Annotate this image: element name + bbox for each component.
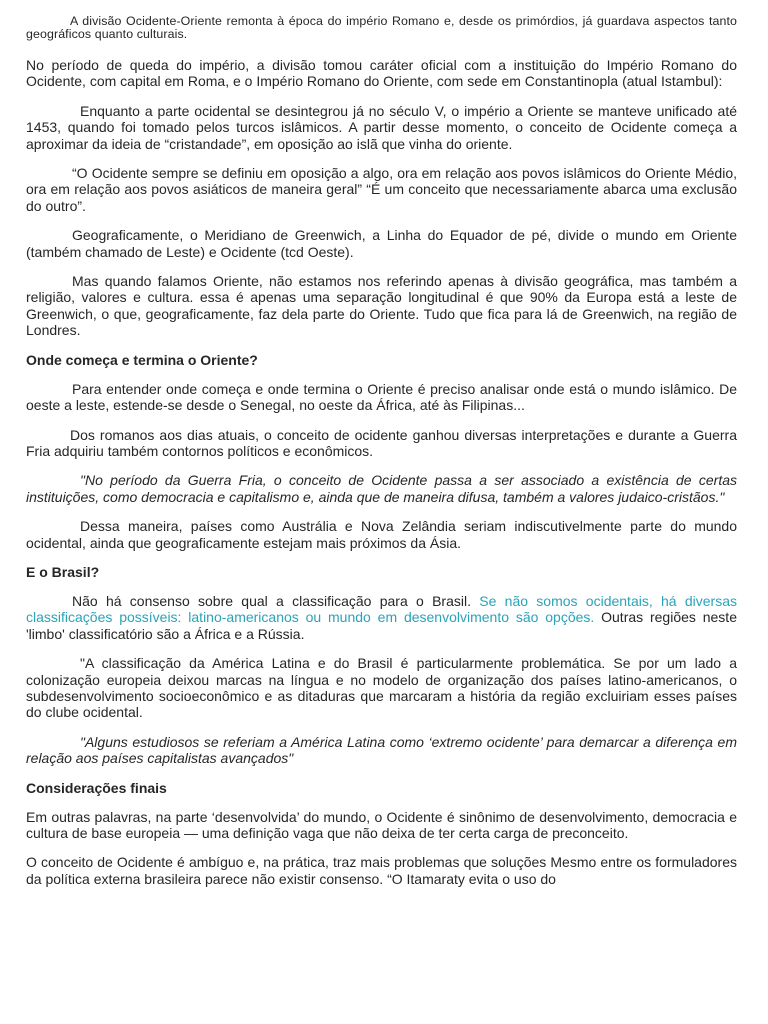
paragraph-west-opposition-quote: “O Ocidente sempre se definiu em oposição a algo, ora em relação aos povos islâmicos do Oriente Médio, ora em relação aos povos asiáticos de maneira geral” “É um conceito que necessariamente abarca uma exclusão do outro”. (26, 165, 737, 214)
paragraph-australia: Dessa maneira, países como Austrália e Nova Zelândia seriam indiscutivelmente parte do mundo ocidental, ainda que geograficamente estejam mais próximos da Ásia. (26, 518, 737, 551)
paragraph-western-empire: Enquanto a parte ocidental se desintegrou já no século V, o império a Oriente se manteve unificado até 1453, quando foi tomado pelos turcos islâmicos. A partir desse momento, o conceito de Ocidente começa a aproximar da ideia de “cristandade”, em oposição ao islã que vinha do oriente. (26, 102, 737, 152)
classification-link[interactable]: Se não somos ocidentais, há diversas classificações possíveis: latino-americanos ou mundo em desenvolvimento são opções. (26, 592, 737, 626)
paragraph-latin-america: "A classificação da América Latina e do Brasil é particularmente problemática. Se por um lado a colonização europeia deixou marcas na língua e no modelo de organização dos países latino-americanos, o subdesenvolvimento socioeconômico e as ditaduras que marcaram a história da região excluiriam esses países do clube ocidental. (26, 655, 737, 721)
paragraph-greenwich: Geograficamente, o Meridiano de Greenwich, a Linha do Equador de pé, divide o mundo em Oriente (também chamado de Leste) e Ocidente (tcd Oeste). (26, 227, 737, 260)
heading-where-orient: Onde começa e termina o Oriente? (26, 351, 258, 368)
paragraph-developed-world: Em outras palavras, na parte ‘desenvolvida’ do mundo, o Ocidente é sinônimo de desenvolvimento, democracia e cultura de base europeia — uma definição vaga que não deixa de ter certa carga de preconceito. (26, 808, 737, 841)
paragraph-ambiguous-concept: O conceito de Ocidente é ambíguo e, na prática, traz mais problemas que soluções Mesmo entre os formuladores da política externa brasileira parece não existir consenso. “O Itamaraty evita o uso do (26, 854, 737, 887)
paragraph-cold-war-quote: "No período da Guerra Fria, o conceito de Ocidente passa a ser associado a existência de certas instituições, como democracia e capitalismo e, ainda que de maneira difusa, também a valores judaico-cristãos." (26, 472, 737, 505)
paragraph-extreme-west-quote: "Alguns estudiosos se referiam a América Latina como ‘extremo ocidente’ para demarcar a diferença em relação aos países capitalistas avançados" (26, 733, 737, 767)
heading-brazil: E o Brasil? (26, 563, 100, 580)
brazil-text-end: Outras regiões neste 'limbo' classificatório são a África e a Rússia. (26, 609, 737, 642)
paragraph-orient-meaning: Mas quando falamos Oriente, não estamos nos referindo apenas à divisão geográfica, mas também a religião, valores e cultura. essa é apenas uma separação longitudinal é que 90% da Europa está a leste de Greenwich, o que, geograficamente, faz dela parte do Oriente. Tudo que fica para lá de Greenwich, na região de Londres. (26, 273, 737, 339)
paragraph-roman-empire-division: No período de queda do império, a divisão tomou caráter oficial com a instituição do Império Romano do Ocidente, com capital em Roma, e o Império Romano do Oriente, com sede em Constantinopla (atual Istambul): (26, 57, 737, 90)
paragraph-cold-war: Dos romanos aos dias atuais, o conceito de ocidente ganhou diversas interpretações e durante a Guerra Fria adquiriu também contornos políticos e econômicos. (26, 426, 737, 459)
brazil-text-start: Não há consenso sobre qual a classificação para o Brasil. (72, 592, 480, 609)
document-page (26, 15, 737, 900)
intro-paragraph: A divisão Ocidente-Oriente remonta à época do império Romano e, desde os primórdios, já guardava aspectos tanto geográficos quanto culturais. (26, 14, 737, 41)
paragraph-brazil-classification (26, 593, 737, 642)
paragraph-islamic-world: Para entender onde começa e onde termina o Oriente é preciso analisar onde está o mundo islâmico. De oeste a leste, estende-se desde o Senegal, no oeste da África, até às Filipinas... (26, 380, 737, 414)
heading-final-considerations: Considerações finais (26, 779, 167, 796)
